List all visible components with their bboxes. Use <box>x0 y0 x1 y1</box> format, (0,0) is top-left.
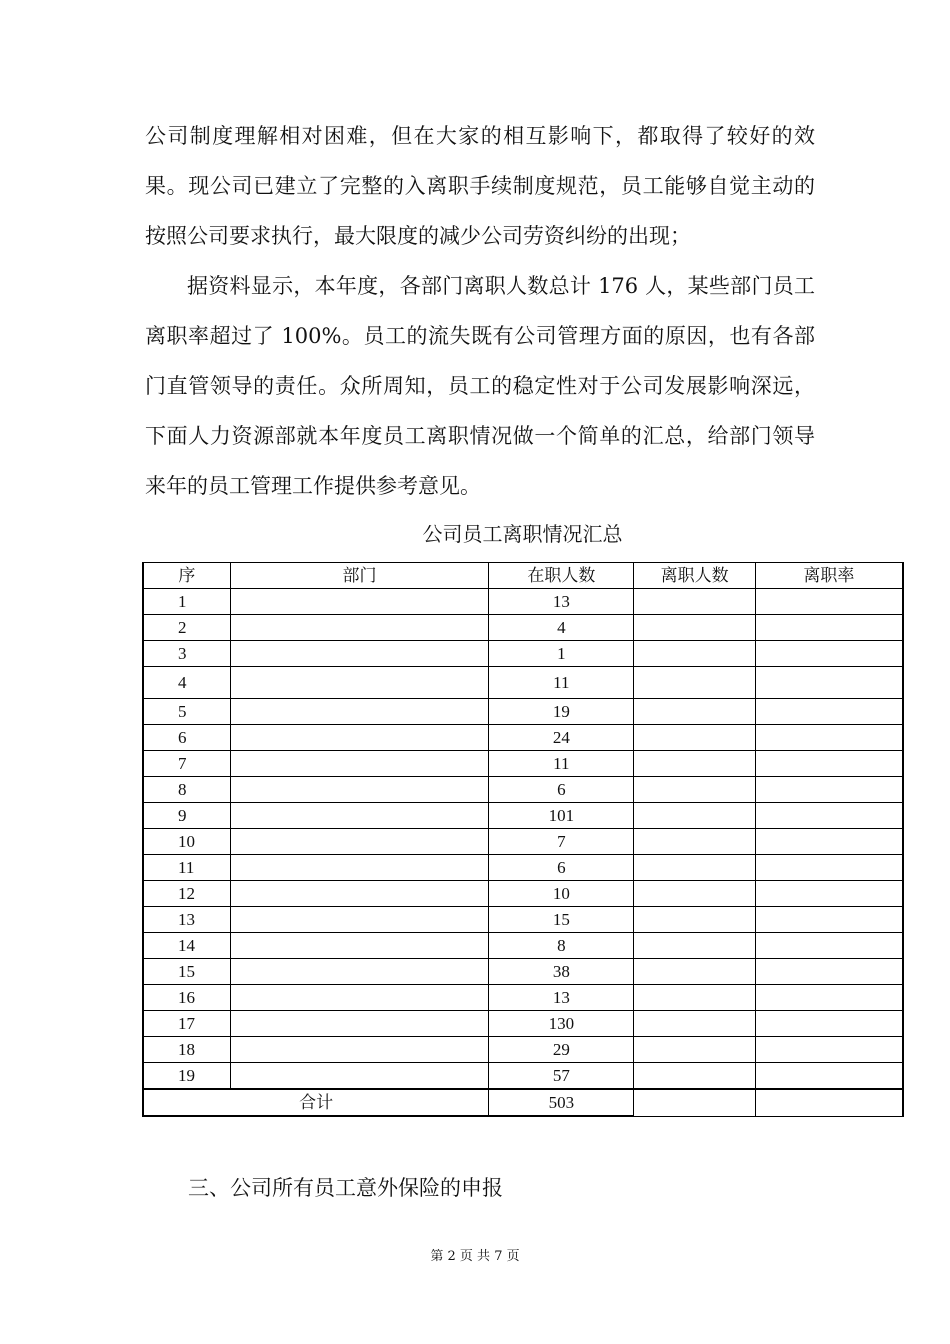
cell-seq: 19 <box>143 1063 230 1090</box>
cell-seq: 11 <box>143 855 230 881</box>
cell-turnover-rate <box>755 855 903 881</box>
section-heading: 三、公司所有员工意外保险的申报 <box>188 1176 503 1200</box>
cell-left-staff <box>634 777 755 803</box>
cell-turnover-rate <box>755 615 903 641</box>
header-current-staff: 在职人数 <box>489 563 634 589</box>
total-turnover-rate <box>755 1089 903 1116</box>
cell-left-staff <box>634 615 755 641</box>
header-left-staff: 离职人数 <box>634 563 755 589</box>
cell-dept <box>230 725 488 751</box>
cell-left-staff <box>634 667 755 699</box>
cell-current-staff: 57 <box>489 1063 634 1090</box>
header-seq: 序 <box>143 563 230 589</box>
cell-dept <box>230 1037 488 1063</box>
cell-current-staff: 24 <box>489 725 634 751</box>
turnover-summary-table <box>142 562 904 1117</box>
cell-seq: 14 <box>143 933 230 959</box>
table-row <box>143 1063 903 1090</box>
cell-dept <box>230 641 488 667</box>
table-row <box>143 641 903 667</box>
cell-left-staff <box>634 699 755 725</box>
cell-seq: 15 <box>143 959 230 985</box>
cell-turnover-rate <box>755 933 903 959</box>
header-dept: 部门 <box>230 563 488 589</box>
cell-current-staff: 29 <box>489 1037 634 1063</box>
body-paragraph-1: 公司制度理解相对困难，但在大家的相互影响下，都取得了较好的效果。现公司已建立了完整的入离职手续制度规范，员工能够自觉主动的按照公司要求执行，最大限度的减少公司劳资纠纷的出现； <box>145 124 815 248</box>
cell-seq: 8 <box>143 777 230 803</box>
cell-dept <box>230 589 488 615</box>
table-row <box>143 985 903 1011</box>
table-row <box>143 615 903 641</box>
cell-current-staff: 15 <box>489 907 634 933</box>
cell-dept <box>230 1011 488 1037</box>
cell-left-staff <box>634 855 755 881</box>
cell-turnover-rate <box>755 803 903 829</box>
table-row <box>143 803 903 829</box>
cell-seq: 4 <box>143 667 230 699</box>
table-row <box>143 589 903 615</box>
cell-turnover-rate <box>755 985 903 1011</box>
cell-current-staff: 4 <box>489 615 634 641</box>
total-left-staff <box>634 1089 755 1116</box>
cell-left-staff <box>634 829 755 855</box>
cell-seq: 13 <box>143 907 230 933</box>
cell-turnover-rate <box>755 1011 903 1037</box>
cell-turnover-rate <box>755 777 903 803</box>
cell-dept <box>230 667 488 699</box>
cell-seq: 7 <box>143 751 230 777</box>
total-current-staff: 503 <box>489 1089 634 1116</box>
cell-turnover-rate <box>755 959 903 985</box>
table-title: 公司员工离职情况汇总 <box>422 522 623 546</box>
cell-left-staff <box>634 881 755 907</box>
cell-dept <box>230 803 488 829</box>
cell-turnover-rate <box>755 699 903 725</box>
cell-dept <box>230 699 488 725</box>
cell-current-staff: 38 <box>489 959 634 985</box>
page-footer: 第 2 页 共 7 页 <box>430 1249 520 1264</box>
cell-current-staff: 101 <box>489 803 634 829</box>
cell-left-staff <box>634 725 755 751</box>
cell-current-staff: 1 <box>489 641 634 667</box>
cell-left-staff <box>634 907 755 933</box>
cell-left-staff <box>634 985 755 1011</box>
cell-turnover-rate <box>755 751 903 777</box>
cell-left-staff <box>634 1011 755 1037</box>
cell-seq: 5 <box>143 699 230 725</box>
cell-current-staff: 8 <box>489 933 634 959</box>
cell-left-staff <box>634 803 755 829</box>
table-row <box>143 933 903 959</box>
cell-left-staff <box>634 933 755 959</box>
table-total-row <box>143 1089 903 1116</box>
table-body <box>143 589 903 1090</box>
table-row <box>143 1011 903 1037</box>
table-row <box>143 751 903 777</box>
cell-current-staff: 11 <box>489 751 634 777</box>
table-row <box>143 829 903 855</box>
table-header-row <box>143 563 903 589</box>
cell-left-staff <box>634 751 755 777</box>
cell-seq: 10 <box>143 829 230 855</box>
cell-left-staff <box>634 641 755 667</box>
cell-left-staff <box>634 1063 755 1090</box>
table-row <box>143 855 903 881</box>
cell-current-staff: 13 <box>489 589 634 615</box>
cell-seq: 9 <box>143 803 230 829</box>
cell-turnover-rate <box>755 1063 903 1090</box>
cell-current-staff: 10 <box>489 881 634 907</box>
table-row <box>143 777 903 803</box>
cell-seq: 17 <box>143 1011 230 1037</box>
cell-dept <box>230 881 488 907</box>
cell-dept <box>230 907 488 933</box>
table-row <box>143 667 903 699</box>
cell-seq: 18 <box>143 1037 230 1063</box>
cell-current-staff: 11 <box>489 667 634 699</box>
table-row <box>143 725 903 751</box>
cell-dept <box>230 751 488 777</box>
cell-current-staff: 130 <box>489 1011 634 1037</box>
cell-dept <box>230 933 488 959</box>
cell-dept <box>230 777 488 803</box>
cell-seq: 2 <box>143 615 230 641</box>
total-label: 合计 <box>143 1089 489 1116</box>
cell-current-staff: 6 <box>489 777 634 803</box>
cell-current-staff: 13 <box>489 985 634 1011</box>
table-row <box>143 1037 903 1063</box>
body-paragraph-2: 据资料显示，本年度，各部门离职人数总计 176 人，某些部门员工离职率超过了 100%。员工的流失既有公司管理方面的原因，也有各部门直管领导的责任。众所周知，员工的稳定性对于公司发展影响深远，下面人力资源部就本年度员工离职情况做一个简单的汇总，给部门领导来年的员工管理工作提供参考意见。 <box>145 274 815 498</box>
cell-dept <box>230 615 488 641</box>
cell-seq: 1 <box>143 589 230 615</box>
cell-seq: 16 <box>143 985 230 1011</box>
cell-turnover-rate <box>755 1037 903 1063</box>
table-row <box>143 959 903 985</box>
cell-left-staff <box>634 1037 755 1063</box>
cell-dept <box>230 985 488 1011</box>
header-turnover-rate: 离职率 <box>755 563 903 589</box>
cell-turnover-rate <box>755 725 903 751</box>
cell-current-staff: 6 <box>489 855 634 881</box>
cell-dept <box>230 855 488 881</box>
cell-turnover-rate <box>755 641 903 667</box>
cell-dept <box>230 1063 488 1090</box>
cell-current-staff: 7 <box>489 829 634 855</box>
table-row <box>143 881 903 907</box>
cell-turnover-rate <box>755 907 903 933</box>
cell-left-staff <box>634 959 755 985</box>
cell-turnover-rate <box>755 667 903 699</box>
cell-seq: 3 <box>143 641 230 667</box>
cell-turnover-rate <box>755 829 903 855</box>
cell-dept <box>230 829 488 855</box>
cell-left-staff <box>634 589 755 615</box>
cell-dept <box>230 959 488 985</box>
cell-turnover-rate <box>755 881 903 907</box>
cell-turnover-rate <box>755 589 903 615</box>
cell-seq: 6 <box>143 725 230 751</box>
cell-seq: 12 <box>143 881 230 907</box>
table-row <box>143 699 903 725</box>
table-row <box>143 907 903 933</box>
cell-current-staff: 19 <box>489 699 634 725</box>
